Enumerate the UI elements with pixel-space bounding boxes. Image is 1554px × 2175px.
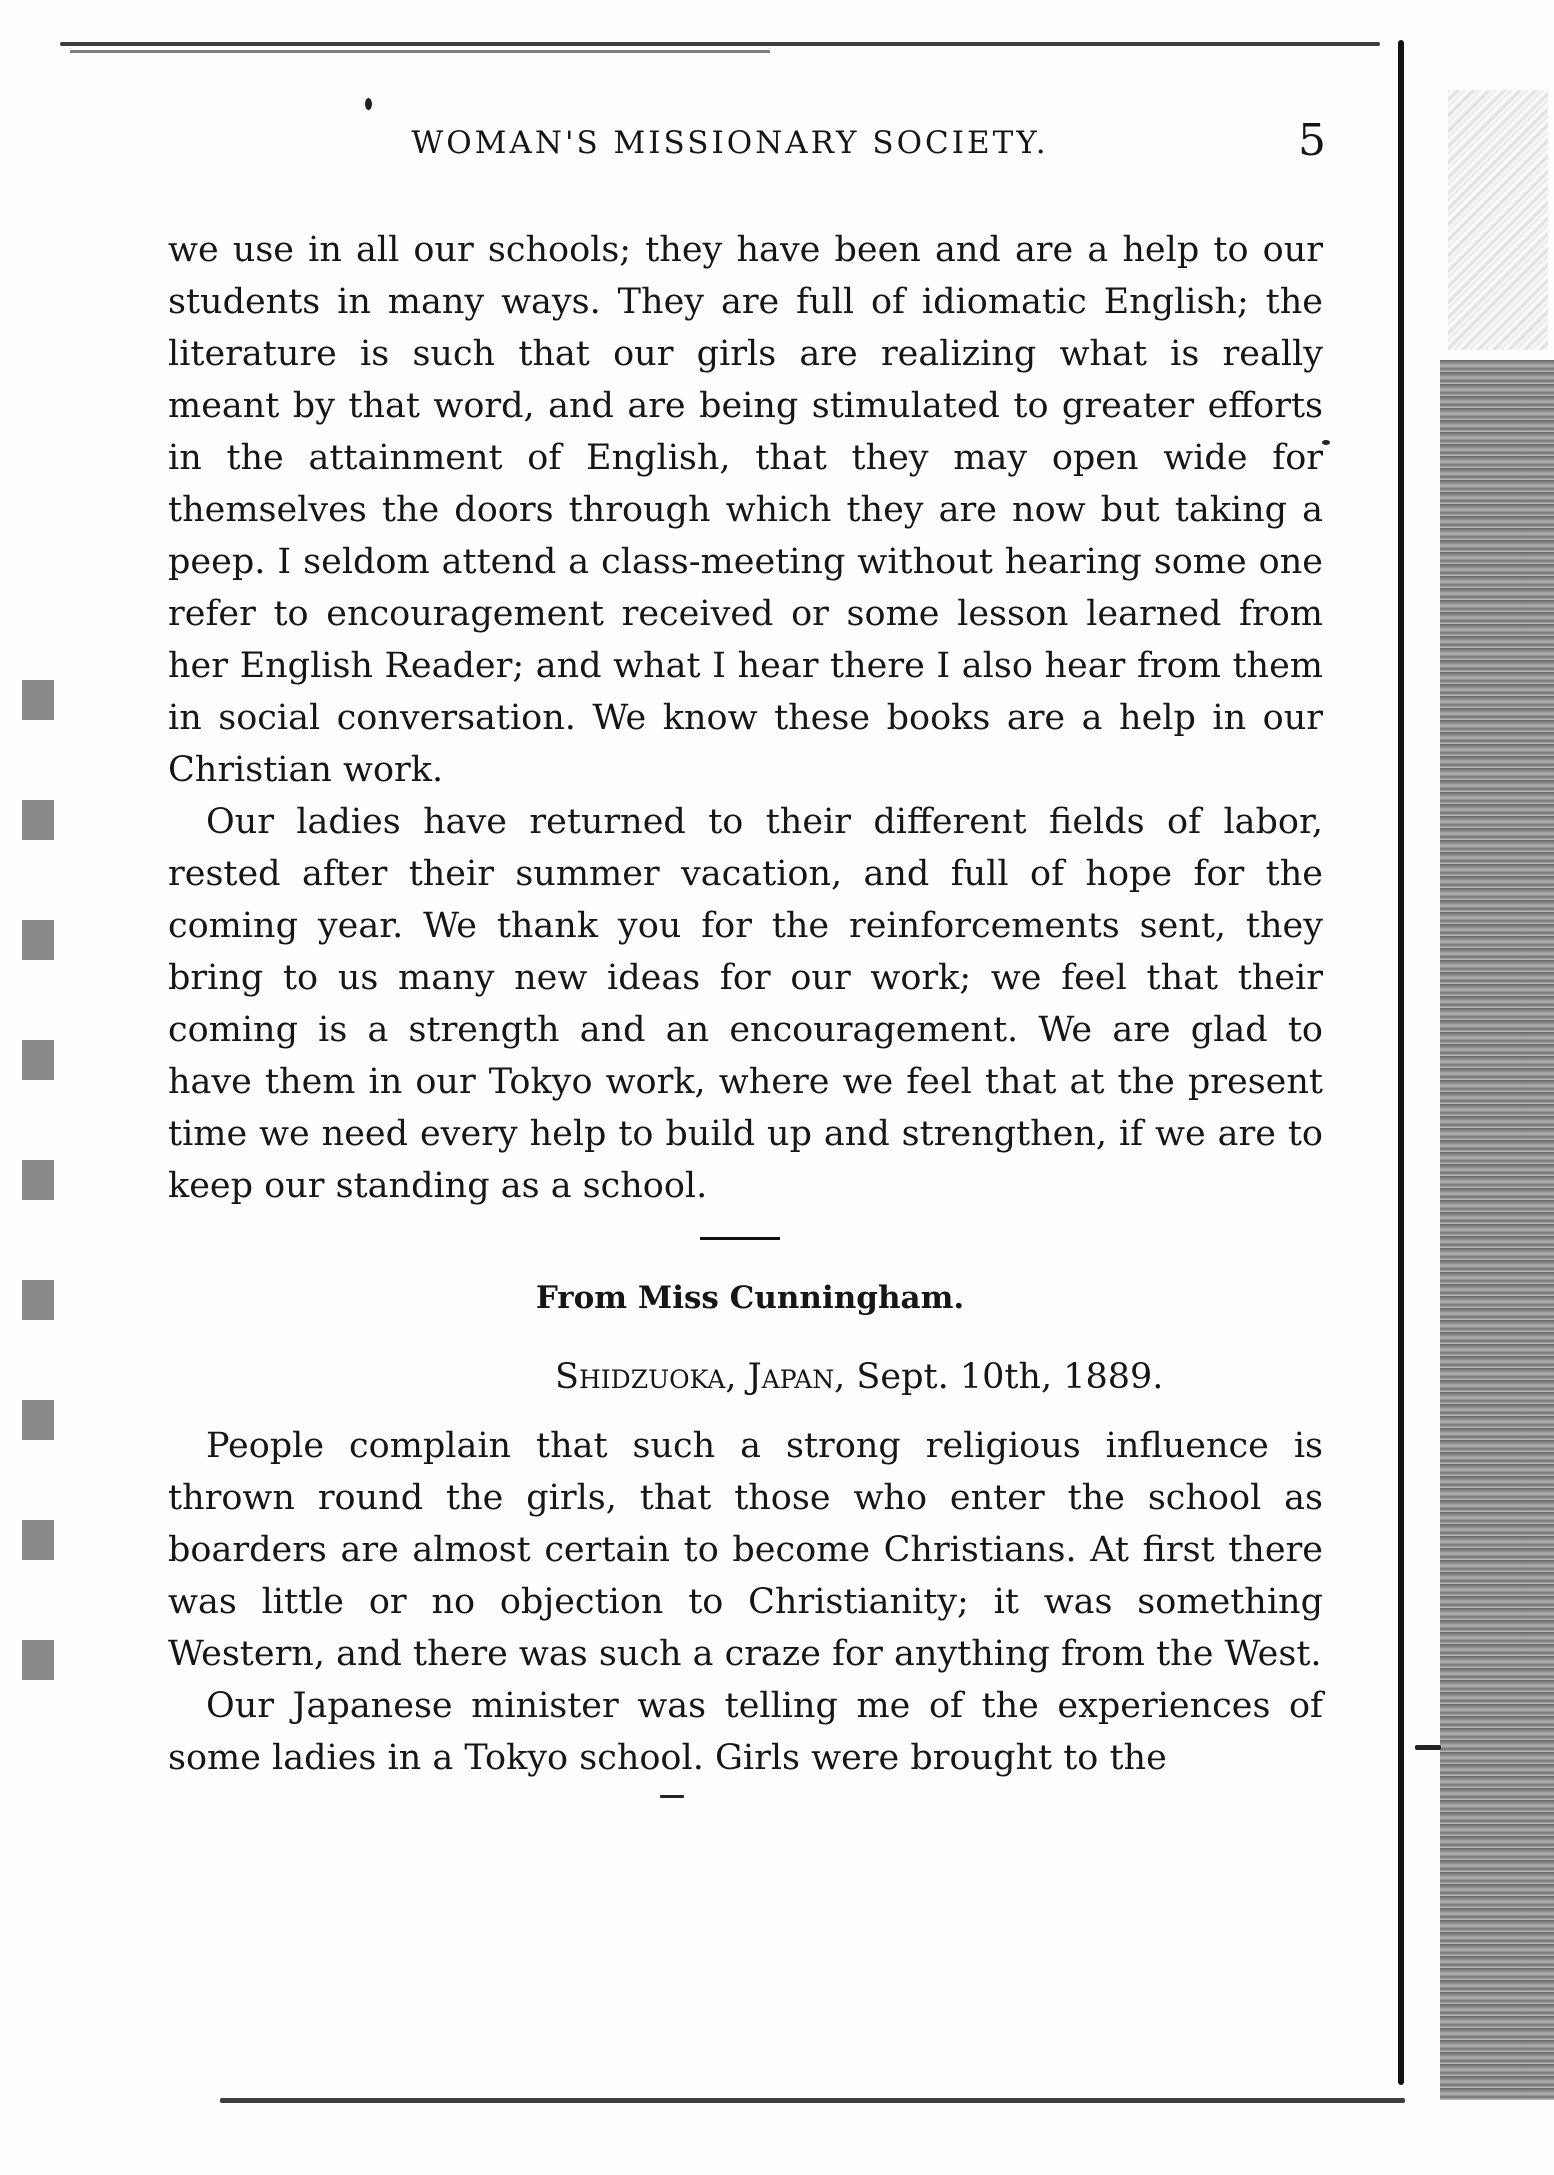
running-header: WOMAN'S MISSIONARY SOCIETY.	[411, 125, 1049, 161]
letter-heading: From Miss Cunningham.	[535, 1280, 965, 1316]
paragraph: Our Japanese minister was telling me of the experiences of some ladies in a Tokyo school. Girls were brought to the	[168, 1686, 1323, 1778]
ink-speck	[365, 98, 372, 110]
scan-edge-top	[60, 42, 1380, 46]
page-binding-edge	[1440, 360, 1554, 2100]
scan-edge-bottom	[220, 2098, 1405, 2103]
ink-speck	[1322, 440, 1330, 445]
letter-text	[168, 1420, 1323, 1784]
ink-speck	[660, 1795, 684, 1798]
paragraph: we use in all our schools; they have been and are a help to our students in many ways. They are full of idiomatic English; the literature is such that our girls are realizing what is really meant by that word, and are being stimulated to greater efforts in the attainment of English, that they may open wide for themselves the doors through which they are now but taking a peep. I seldom attend a class-meeting without hearing some one refer to encouragement received or some lesson learned from her English Reader; and what I hear there I also hear from them in social conversation. We know these books are a help in our Christian work.	[168, 230, 1323, 790]
paragraph: Our ladies have returned to their different fields of labor, rested after their summer vacation, and full of hope for the coming year. We thank you for the reinforcements sent, they bring to us many new ideas for our work; we feel that their coming is a strength and an encouragement. We are glad to have them in our Tokyo work, where we feel that at the present time we need every help to build up and strengthen, if we are to keep our standing as a school.	[168, 802, 1323, 1206]
scan-marks-left	[22, 650, 54, 1750]
scan-edge-top-shadow	[70, 50, 770, 53]
scan-noise-right-top	[1448, 90, 1548, 350]
dateline-place: Shidzuoka, Japan,	[555, 1357, 846, 1397]
dateline-date: Sept. 10th, 1889.	[856, 1357, 1164, 1397]
section-divider	[700, 1237, 780, 1240]
paragraph: People complain that such a strong religious influence is thrown round the girls, that those who enter the school as boarders are almost certain to become Christians. At first there was little or no objection to Christianity; it was something Western, and there was such a craze for anything from the West.	[168, 1426, 1323, 1674]
page-number: 5	[1298, 115, 1326, 166]
scan-edge-right	[1398, 40, 1404, 2085]
body-text	[168, 224, 1323, 1212]
ink-speck	[1415, 1745, 1441, 1750]
letter-dateline	[555, 1357, 1163, 1397]
